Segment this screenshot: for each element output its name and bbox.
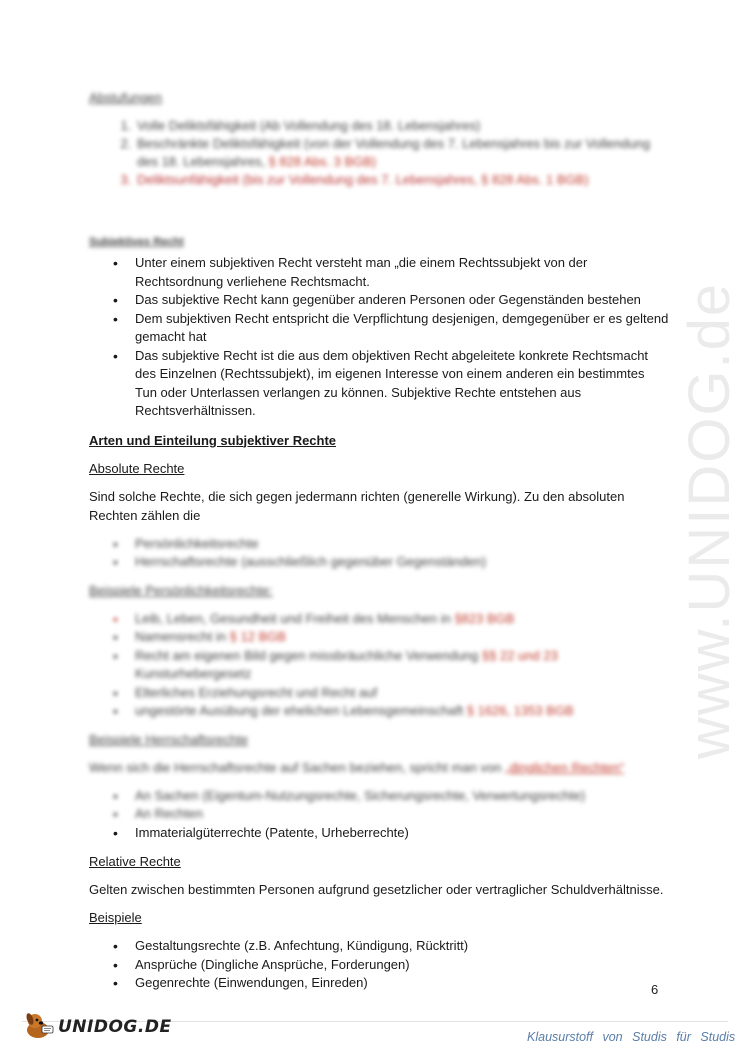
beispiele-herrschaft-heading: Beispiele Herrschaftsrechte: [89, 731, 248, 747]
list-item: • Das subjektive Recht ist die aus dem objektiven Recht abgeleitete konkrete Rechtsmacht des Einzelnen (Rechtssubjekt), im eigenen Interesse von einem anderen ein bestimmtes Tun oder Unterlassen verlangen zu können. Subjektive Rechte entstehen aus Rechtsverhältnissen.: [89, 347, 669, 421]
beispiele-herrschaft-list: [89, 787, 669, 843]
list-item: • Immaterialgüterrechte (Patente, Urheberrechte): [89, 824, 669, 843]
list-item: • Ansprüche (Dingliche Ansprüche, Forderungen): [89, 956, 669, 975]
watermark-text: www.UNIDOG.de: [677, 281, 743, 759]
beispiele-list: [89, 937, 669, 993]
absolute-rechte-list: [89, 535, 669, 572]
list-item: • Elterliches Erziehungsrecht und Recht auf: [89, 684, 669, 703]
section-beispiele-herrschaft: [89, 730, 669, 843]
list-item: • Leib, Leben, Gesundheit und Freiheit des Menschen in §823 BGB: [89, 610, 669, 629]
list-item: • Persönlichkeitsrechte: [89, 535, 669, 554]
abstufungen-list: [89, 117, 669, 189]
list-item: • An Rechten: [89, 805, 669, 824]
page-number: 6: [651, 982, 659, 997]
footer-tagline: Klausurstoff von Studis für Studis: [527, 1030, 736, 1044]
beispiele-persoenlichkeit-list: [89, 610, 669, 721]
subjektives-recht-heading: Subjektives Recht: [89, 236, 184, 248]
abstufungen-heading: Abstufungen: [89, 90, 163, 105]
beispiele-persoenlichkeit-heading: Beispiele Persönlichkeitsrechte:: [89, 582, 273, 598]
relative-rechte-text: Gelten zwischen bestimmten Personen aufgrund gesetzlicher oder vertraglicher Schuldverhältnisse.: [89, 882, 664, 897]
list-item: • Namensrecht in § 12 BGB: [89, 628, 669, 647]
section-abstufungen: [89, 88, 669, 189]
list-item: • ungestörte Ausübung der ehelichen Lebensgemeinschaft § 1626, 1353 BGB: [89, 702, 669, 721]
relative-rechte-heading: Relative Rechte: [89, 854, 181, 869]
unidog-logo: [22, 1010, 172, 1043]
logo-text: UNIDOG.DE: [58, 1016, 172, 1037]
subjektives-recht-list: [89, 254, 669, 421]
page-content: [89, 88, 669, 993]
section-subjektives-recht: [89, 233, 669, 421]
section-beispiele-persoenlichkeit: [89, 581, 669, 721]
abstufungen-item: 3. Deliktsunfähigkeit (bis zur Vollendung des 7. Lebensjahres, § 828 Abs. 1 BGB): [135, 171, 669, 189]
dog-icon: [22, 1010, 56, 1043]
list-item: • Dem subjektiven Recht entspricht die Verpflichtung desjenigen, demgegenüber er es geltend gemacht hat: [89, 310, 669, 347]
abstufungen-item: 1. Volle Deliktsfähigkeit (Ab Vollendung des 18. Lebensjahres): [135, 117, 669, 135]
list-item: • Gestaltungsrechte (z.B. Anfechtung, Kündigung, Rücktritt): [89, 937, 669, 956]
beispiele-herrschaft-text: Wenn sich die Herrschaftsrechte auf Sachen beziehen, spricht man von „dinglichen Rechten“: [89, 759, 625, 775]
absolute-rechte-text: Sind solche Rechte, die sich gegen jedermann richten (generelle Wirkung). Zu den absoluten Rechten zählen die: [89, 488, 625, 523]
list-item: • Unter einem subjektiven Recht versteht man „die einem Rechtssubjekt von der Rechtsordnung verliehene Rechtsmacht.: [89, 254, 669, 291]
list-item: • Recht am eigenen Bild gegen missbräuchliche Verwendung §§ 22 und 23 Kunsturhebergesetz: [89, 647, 669, 684]
absolute-rechte-heading: Absolute Rechte: [89, 460, 185, 476]
list-item: • Herrschaftsrechte (ausschließlich gegenüber Gegenständen): [89, 553, 669, 572]
list-item: • An Sachen (Eigentum-Nutzungsrechte, Sicherungsrechte, Verwertungsrechte): [89, 787, 669, 806]
arten-heading: Arten und Einteilung subjektiver Rechte: [89, 432, 337, 448]
list-item: • Gegenrechte (Einwendungen, Einreden): [89, 974, 669, 993]
abstufungen-item: 2. Beschränkte Deliktsfähigkeit (von der Vollendung des 7. Lebensjahres bis zur Vollendung des 18. Lebensjahres, § 828 Abs. 3 BGB): [135, 135, 669, 171]
beispiele-heading: Beispiele: [89, 910, 142, 925]
list-item: • Das subjektive Recht kann gegenüber anderen Personen oder Gegenständen bestehen: [89, 291, 669, 310]
